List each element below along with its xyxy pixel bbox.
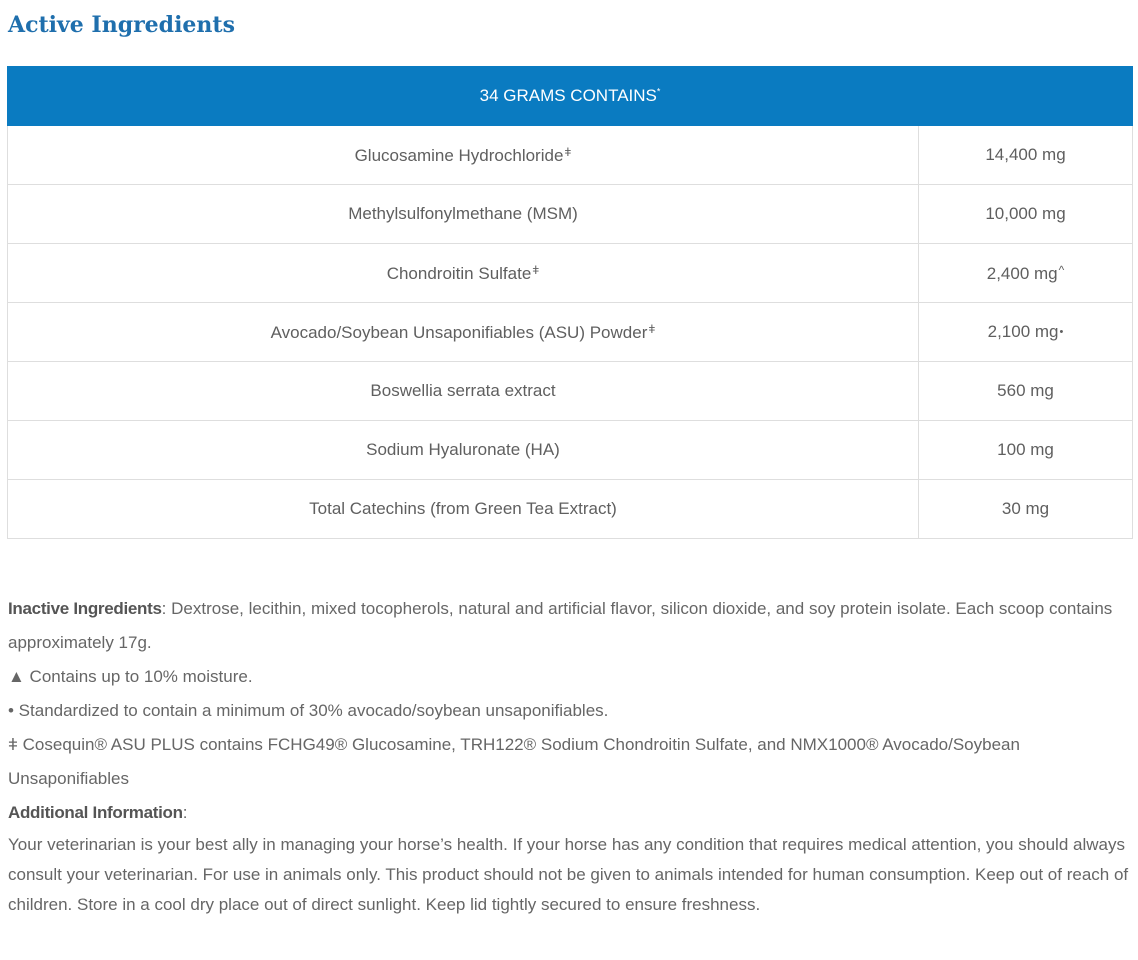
ingredient-amount: 14,400 mg	[985, 145, 1066, 164]
ingredient-amount: 2,400 mg	[986, 263, 1058, 283]
ingredient-mark: ǂ	[648, 321, 656, 336]
ingredient-name: Methylsulfonylmethane (MSM)	[348, 204, 578, 223]
table-row	[8, 362, 1133, 421]
inactive-ingredients-text: : Dextrose, lecithin, mixed tocopherols, natural and artificial flavor, silicon dioxide, and soy protein isolate. Each scoop contains approximately 17g.	[8, 599, 1113, 652]
ingredient-mark: ǂ	[532, 262, 540, 277]
moisture-note: ▲ Contains up to 10% moisture.	[8, 667, 253, 686]
product-notes	[8, 592, 1130, 920]
table-header-mark: *	[656, 86, 661, 97]
table-header	[8, 67, 1133, 126]
ingredient-name: Sodium Hyaluronate (HA)	[366, 440, 560, 459]
inactive-ingredients-label: Inactive Ingredients	[8, 599, 162, 618]
ingredient-name-cell	[8, 126, 919, 185]
inactive-ingredients	[8, 592, 1130, 660]
additional-info-heading	[8, 796, 1130, 830]
ingredient-amount-cell	[919, 362, 1133, 421]
table-row	[8, 185, 1133, 244]
ingredient-amount: 30 mg	[1001, 499, 1050, 518]
additional-info-label: Additional Information	[8, 803, 183, 822]
ingredient-amount-cell	[919, 185, 1133, 244]
additional-info-colon: :	[182, 803, 188, 822]
ingredient-name-cell	[8, 244, 919, 303]
ingredient-name: Chondroitin Sulfate	[386, 263, 532, 283]
ingredient-name-cell	[8, 362, 919, 421]
ingredient-name-cell	[8, 480, 919, 539]
ingredient-name-cell	[8, 303, 919, 362]
ingredient-name: Glucosamine Hydrochloride	[354, 145, 564, 165]
table-row	[8, 126, 1133, 185]
table-row	[8, 244, 1133, 303]
amount-mark: ^	[1058, 262, 1065, 277]
ingredient-name: Total Catechins (from Green Tea Extract)	[309, 499, 617, 518]
ingredient-amount-cell	[919, 480, 1133, 539]
ingredient-name: Avocado/Soybean Unsaponifiables (ASU) Powder	[270, 322, 648, 342]
table-row	[8, 421, 1133, 480]
ingredient-name: Boswellia serrata extract	[370, 381, 556, 400]
ingredient-amount: 2,100 mg	[987, 322, 1059, 341]
page-title: Active Ingredients	[8, 12, 235, 38]
ingredient-amount: 560 mg	[997, 381, 1054, 400]
ingredient-name-cell	[8, 185, 919, 244]
trademark-note: ǂ Cosequin® ASU PLUS contains FCHG49® Glucosamine, TRH122® Sodium Chondroitin Sulfate, and NMX1000® Avocado/Soybean Unsaponifiables	[8, 735, 1020, 788]
additional-info-text: Your veterinarian is your best ally in managing your horse’s health. If your horse has any condition that requires medical attention, you should always consult your veterinarian. For use in animals only. This product should not be given to animals intended for human consumption. Keep out of reach of children. Store in a cool dry place out of direct sunlight. Keep lid tightly secured to ensure freshness.	[8, 835, 1129, 914]
ingredient-amount: 100 mg	[997, 440, 1054, 459]
table-row	[8, 303, 1133, 362]
ingredient-amount: 10,000 mg	[985, 204, 1066, 223]
ingredient-amount-cell	[919, 244, 1133, 303]
table-row	[8, 480, 1133, 539]
standardized-note: • Standardized to contain a minimum of 30% avocado/soybean unsaponifiables.	[8, 701, 609, 720]
ingredients-table	[7, 66, 1133, 539]
ingredient-amount-cell	[919, 303, 1133, 362]
amount-bullet-mark: •	[1059, 326, 1064, 338]
ingredient-name-cell	[8, 421, 919, 480]
table-header-label: 34 GRAMS CONTAINS	[479, 86, 657, 105]
ingredient-mark: ǂ	[564, 144, 572, 159]
ingredient-amount-cell	[919, 421, 1133, 480]
ingredient-amount-cell	[919, 126, 1133, 185]
table-header-row	[8, 67, 1133, 126]
